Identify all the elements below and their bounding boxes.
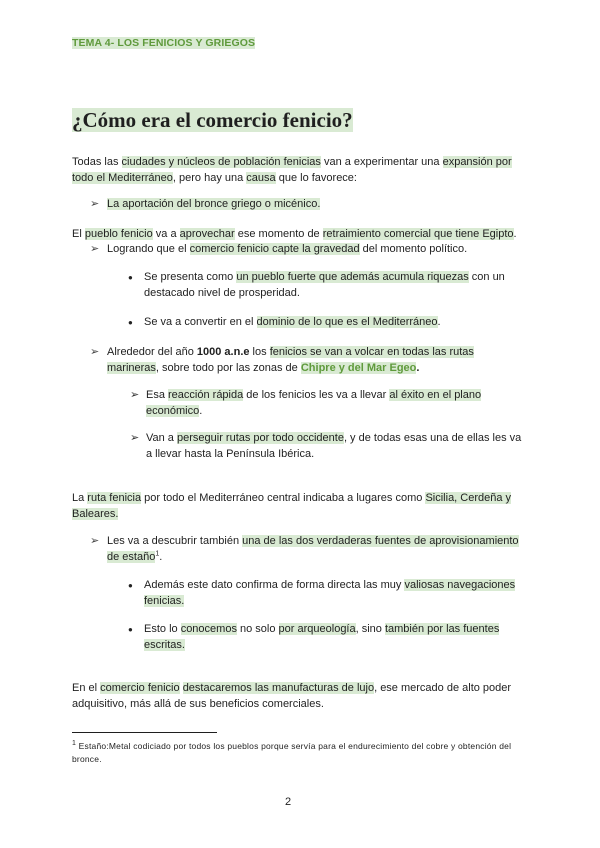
sub-reaccion: ➢ Esa reacción rápida de los fenicios les va a llevar al éxito en el plano económico. <box>130 389 482 417</box>
arrow-bullet-icon: ➢ <box>90 346 100 358</box>
arrow-bullet-icon: ➢ <box>130 432 140 444</box>
section-title: ¿Cómo era el comercio fenicio? <box>72 108 353 132</box>
comercio-paragraph: En el comercio fenicio destacaremos las manufacturas de lujo, ese mercado de alto poder adquisitivo, más allá de sus beneficios comerciales. <box>72 682 512 710</box>
bullet-descubrir: ➢ Les va a descubrir también una de las dos verdaderas fuentes de aprovisionamiento de estaño$^1$. <box>90 535 519 563</box>
dot-convertir: ● Se va a convertir en el dominio de lo que es el Mediterráneo. <box>128 315 530 331</box>
arrow-bullet-icon: ➢ <box>90 535 100 547</box>
arrow-bullet-icon: ➢ <box>130 389 140 401</box>
dot-bullet-icon: ● <box>128 273 133 282</box>
pueblo-paragraph: El pueblo fenicio va a aprovechar ese momento de retraimiento comercial que tiene Egipto. <box>72 228 517 240</box>
running-header: TEMA 4- LOS FENICIOS Y GRIEGOS <box>72 37 256 49</box>
page-number: 2 <box>284 796 292 808</box>
dot-esto: ● Esto lo conocemos no solo por arqueología, sino también por las fuentes escritas. <box>128 623 500 651</box>
dot-bullet-icon: ● <box>128 318 133 327</box>
dot-ademas: ● Además este dato confirma de forma directa las muy valiosas navegaciones fenicias. <box>128 579 516 607</box>
footnote: $^1$ Estaño:Metal codiciado por todos los pueblos porque servía para el endurecimiento del cobre y obtención del bronce. <box>72 740 512 764</box>
dot-bullet-icon: ● <box>128 581 133 590</box>
intro-paragraph: Todas las ciudades y núcleos de población fenicias van a experimentar una expansión por todo el Mediterráneo, pero hay una causa que lo favorece: <box>72 156 512 184</box>
bullet-aportacion: ➢ La aportación del bronce griego o micénico. <box>90 197 530 213</box>
footnote-ref[interactable]: 1 <box>155 549 160 557</box>
arrow-bullet-icon: ➢ <box>90 198 100 210</box>
sub-perseguir: ➢ Van a perseguir rutas por todo occidente, y de todas esas una de ellas les va a llevar hasta la Península Ibérica. <box>130 432 522 460</box>
bullet-alrededor: ➢ Alrededor del año 1000 a.n.e los fenicios se van a volcar en todas las rutas marineras, sobre todo por las zonas de Chipre y del Mar Egeo. <box>90 346 474 374</box>
dot-bullet-icon: ● <box>128 625 133 634</box>
footnote-divider <box>72 732 217 733</box>
arrow-bullet-icon: ➢ <box>90 243 100 255</box>
dot-presenta: ● Se presenta como un pueblo fuerte que además acumula riquezas con un destacado nivel de prosperidad. <box>128 271 505 299</box>
bullet-logrando: ➢ Logrando que el comercio fenicio capte la gravedad del momento político. <box>90 242 530 258</box>
ruta-paragraph: La ruta fenicia por todo el Mediterráneo central indicaba a lugares como Sicilia, Cerdeña y Baleares. <box>72 492 512 520</box>
